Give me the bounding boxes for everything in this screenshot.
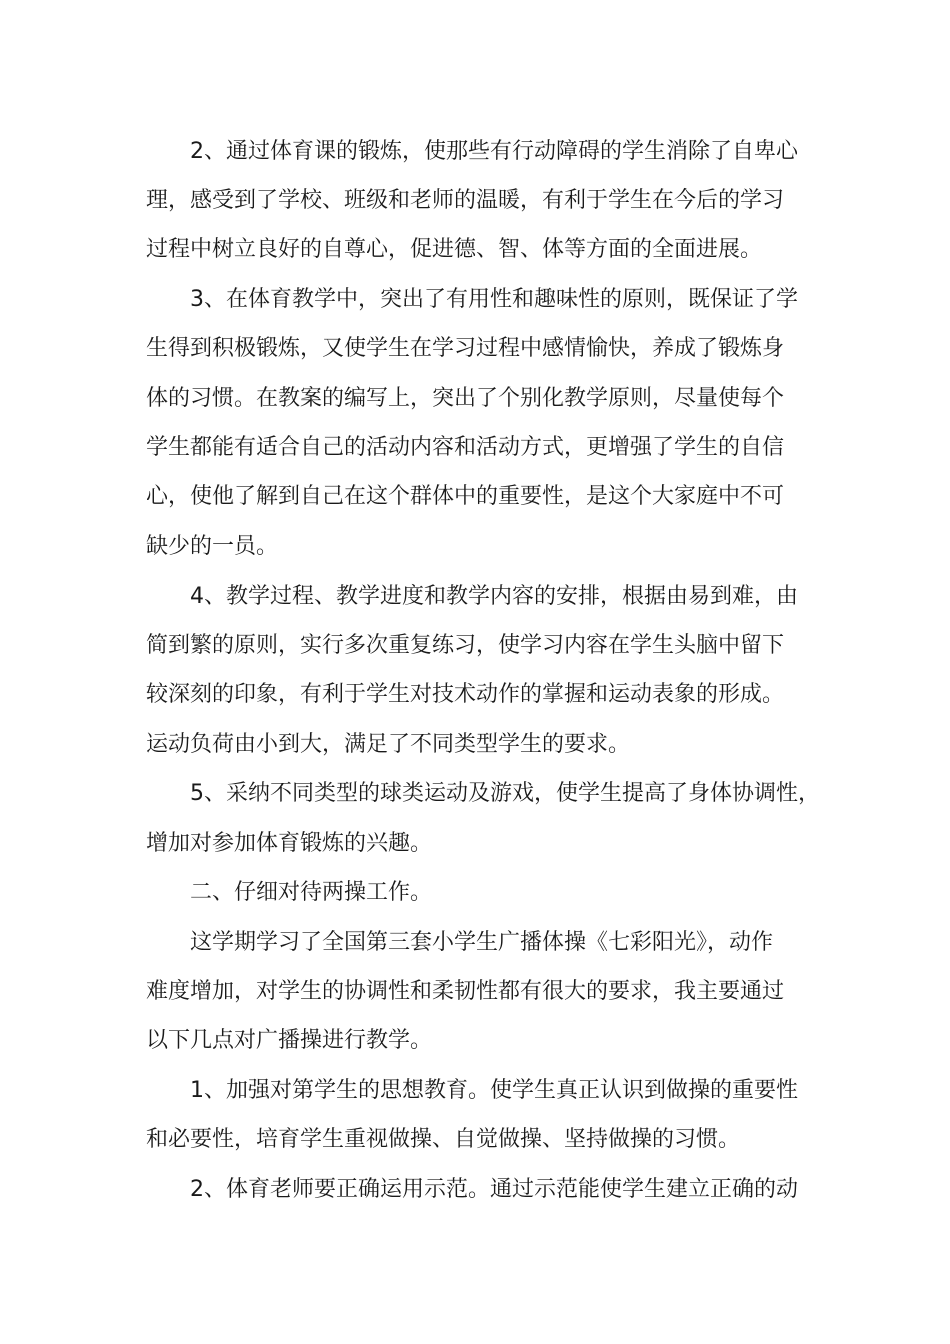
text-line: 1、加强对第学生的思想教育。使学生真正认识到做操的重要性 [190, 1078, 798, 1103]
text-line: 2、通过体育课的锻炼，使那些有行动障碍的学生消除了自卑心 [190, 139, 798, 164]
text-line: 和必要性，培育学生重视做操、自觉做操、坚持做操的习惯。 [146, 1127, 741, 1152]
text-line: 这学期学习了全国第三套小学生广播体操《七彩阳光》，动作 [190, 930, 774, 955]
text-line: 3、在体育教学中，突出了有用性和趣味性的原则，既保证了学 [190, 287, 798, 312]
text-line: 4、教学过程、教学进度和教学内容的安排，根据由易到难，由 [190, 584, 798, 609]
text-line: 5、采纳不同类型的球类运动及游戏，使学生提高了身体协调性， [190, 781, 820, 806]
text-line: 心，使他了解到自己在这个群体中的重要性，是这个大家庭中不可 [146, 484, 785, 509]
text-line: 2、体育老师要正确运用示范。通过示范能使学生建立正确的动 [190, 1177, 798, 1202]
text-line: 生得到积极锻炼，又使学生在学习过程中感情愉快，养成了锻炼身 [146, 336, 785, 361]
text-line: 理，感受到了学校、班级和老师的温暖，有利于学生在今后的学习 [146, 188, 785, 213]
text-line: 增加对参加体育锻炼的兴趣。 [146, 831, 433, 856]
text-line: 学生都能有适合自己的活动内容和活动方式，更增强了学生的自信 [146, 435, 785, 460]
text-line: 较深刻的印象，有利于学生对技术动作的掌握和运动表象的形成。 [146, 682, 785, 707]
text-line: 缺少的一员。 [146, 534, 279, 559]
text-line: 难度增加，对学生的协调性和柔韧性都有很大的要求，我主要通过 [146, 979, 785, 1004]
text-line: 体的习惯。在教案的编写上，突出了个别化教学原则，尽量使每个 [146, 386, 785, 411]
text-line: 简到繁的原则，实行多次重复练习，使学习内容在学生头脑中留下 [146, 633, 785, 658]
text-line: 过程中树立良好的自尊心，促进德、智、体等方面的全面进展。 [146, 237, 763, 262]
section-heading: 二、仔细对待两操工作。 [190, 880, 433, 905]
text-line: 运动负荷由小到大，满足了不同类型学生的要求。 [146, 732, 631, 757]
text-line: 以下几点对广播操进行教学。 [146, 1028, 433, 1053]
